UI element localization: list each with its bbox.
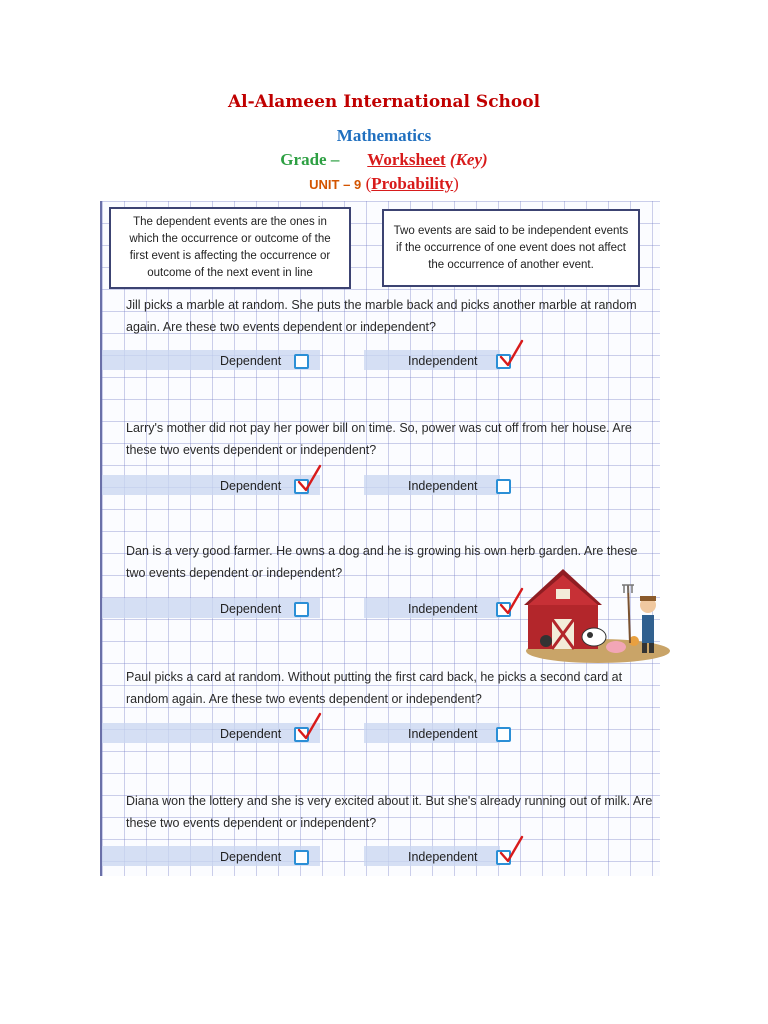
- subject-title: Mathematics: [336, 126, 432, 145]
- red-checkmark-icon: [296, 464, 322, 494]
- worksheet-grid: [100, 201, 660, 876]
- checkbox-icon[interactable]: [496, 479, 511, 494]
- option-label-independent: Independent: [408, 602, 478, 616]
- dependent-definition: The dependent events are the ones in which the occurrence or outcome of the first event is affecting the occurrence or outcome of the next event in line: [129, 216, 331, 279]
- answer-band-dependent: [102, 846, 320, 866]
- independent-definition: Two events are said to be independent events if the occurrence of one event does not affect the occurrence of another event.: [393, 224, 629, 271]
- question-text: Diana won the lottery and she is very excited about it. But she's already running out of milk. Are these two events dependent or independent?: [126, 794, 653, 830]
- answer-band-dependent: [102, 723, 320, 743]
- answer-band-dependent: [102, 350, 320, 370]
- question-text: Larry's mother did not pay her power bill on time. So, power was cut off from her house. Are these two events dependent or independent?: [126, 421, 632, 457]
- option-label-dependent: Dependent: [220, 354, 282, 368]
- red-checkmark-icon: [498, 587, 524, 617]
- unit-label: UNIT – 9: [309, 177, 362, 192]
- school-title: Al-Alameen International School: [227, 92, 541, 112]
- independent-definition-box: [382, 209, 640, 287]
- option-label-independent: Independent: [408, 850, 478, 864]
- unit-open-paren: (: [365, 174, 372, 193]
- checkbox-icon[interactable]: [294, 602, 309, 617]
- farm-illustration: [524, 563, 670, 663]
- answer-band-dependent: [102, 598, 320, 618]
- grade-worksheet-line: [0, 150, 768, 170]
- checkbox-icon[interactable]: [294, 850, 309, 865]
- red-checkmark-icon: [296, 712, 322, 742]
- worksheet-label: Worksheet: [367, 150, 446, 169]
- red-checkmark-icon: [498, 835, 524, 865]
- grade-label: Grade –: [280, 150, 340, 169]
- unit-line: [0, 174, 768, 194]
- question-text: Dan is a very good farmer. He owns a dog and he is growing his own herb garden. Are these two events dependent or independent?: [126, 544, 638, 580]
- red-checkmark-icon: [498, 339, 524, 369]
- option-label-dependent: Dependent: [220, 602, 282, 616]
- unit-close-paren: ): [453, 174, 459, 193]
- option-label-independent: Independent: [408, 479, 478, 493]
- unit-topic: Probability: [371, 174, 454, 193]
- option-label-independent: Independent: [408, 727, 478, 741]
- answer-band-dependent: [102, 475, 320, 495]
- option-label-dependent: Dependent: [220, 850, 282, 864]
- checkbox-icon[interactable]: [496, 727, 511, 742]
- dependent-definition-box: [109, 207, 351, 289]
- question-text: Jill picks a marble at random. She puts the marble back and picks another marble at random again. Are these two events dependent or independent?: [126, 298, 637, 334]
- option-label-dependent: Dependent: [220, 727, 282, 741]
- option-label-independent: Independent: [408, 354, 478, 368]
- checkbox-icon[interactable]: [294, 354, 309, 369]
- key-label: (Key): [449, 150, 488, 169]
- question-text: Paul picks a card at random. Without putting the first card back, he picks a second card at random again. Are these two events dependent or independent?: [126, 670, 623, 706]
- option-label-dependent: Dependent: [220, 479, 282, 493]
